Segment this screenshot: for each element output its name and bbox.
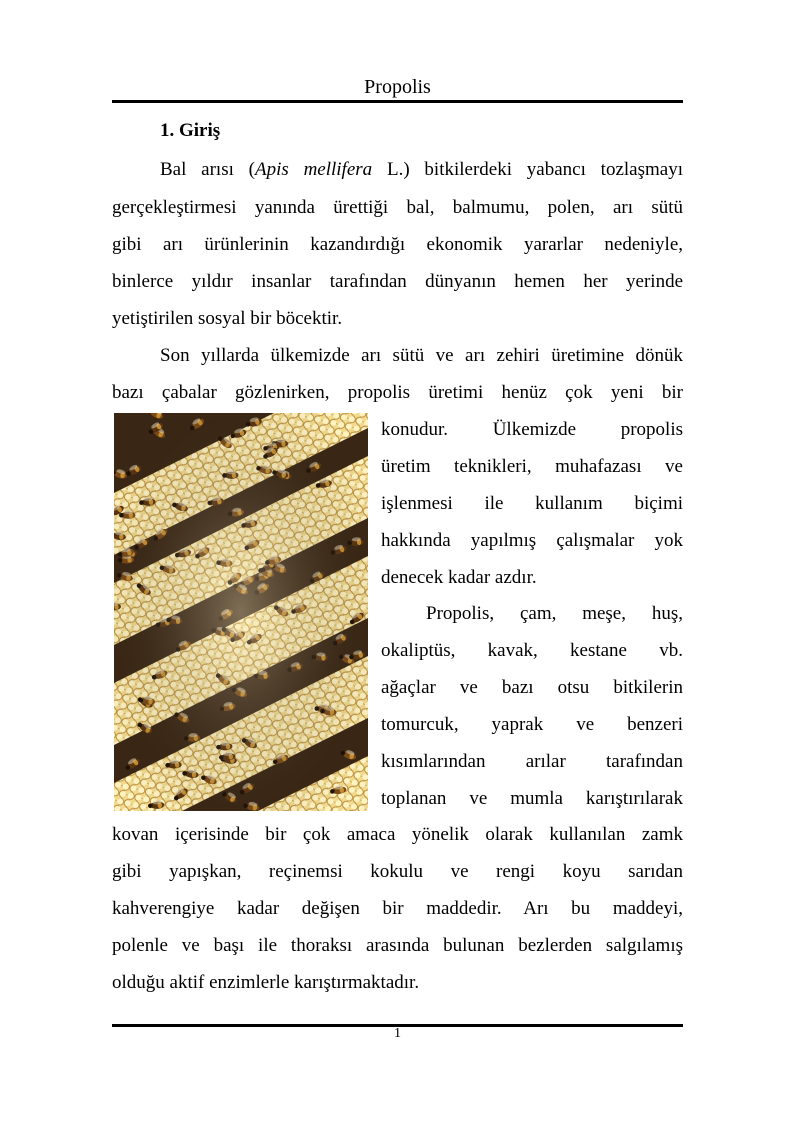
paragraph-2-line-3: konudur. Ülkemizde propolis [381, 419, 683, 440]
paragraph-3-line-10: polenle ve başı ile thoraksı arasında bulunan bezlerden salgılamış [112, 935, 683, 956]
page-number: 1 [394, 1026, 401, 1041]
paragraph-2-line-7: denecek kadar azdır. [381, 567, 537, 588]
section-heading: 1. Giriş [160, 120, 221, 141]
paragraph-3-line-8: gibi yapışkan, reçinemsi kokulu ve rengi koyu sarıdan [112, 861, 683, 882]
paragraph-2-line-6: hakkında yapılmış çalışmalar yok [381, 530, 683, 551]
paragraph-2-line-4: üretim teknikleri, muhafazası ve [381, 456, 683, 477]
paragraph-1-line-2: gerçekleştirmesi yanında ürettiği bal, balmumu, polen, arı sütü [112, 197, 683, 218]
paragraph-3-line-11: olduğu aktif enzimlerle karıştırmaktadır. [112, 972, 420, 993]
page-header-title: Propolis [364, 76, 431, 98]
paragraph-1-line-3: gibi arı ürünlerinin kazandırdığı ekonomik yararlar nedeniyle, [112, 234, 683, 255]
paragraph-3-line-3: ağaçlar ve bazı otsu bitkilerin [381, 677, 683, 698]
paragraph-3-line-4: tomurcuk, yaprak ve benzeri [381, 714, 683, 735]
paragraph-1-line-1: Bal arısı (Apis mellifera L.) bitkilerdeki yabancı tozlaşmayı [160, 159, 683, 180]
honeycomb-bees-photo [114, 413, 368, 811]
paragraph-3-line-7: kovan içerisinde bir çok amaca yönelik olarak kullanılan zamk [112, 824, 683, 845]
paragraph-3-line-6: toplanan ve mumla karıştırılarak [381, 788, 683, 809]
header-rule [112, 100, 683, 103]
paragraph-1-line-5: yetiştirilen sosyal bir böcektir. [112, 308, 343, 329]
paragraph-3-line-9: kahverengiye kadar değişen bir maddedir. Arı bu maddeyi, [112, 898, 683, 919]
paragraph-3-line-5: kısımlarından arılar tarafından [381, 751, 683, 772]
paragraph-3-line-2: okaliptüs, kavak, kestane vb. [381, 640, 683, 661]
paragraph-2-line-5: işlenmesi ile kullanım biçimi [381, 493, 683, 514]
paragraph-3-line-1: Propolis, çam, meşe, huş, [426, 603, 683, 624]
paragraph-2-line-2: bazı çabalar gözlenirken, propolis üretimi henüz çok yeni bir [112, 382, 683, 403]
paragraph-1-line-4: binlerce yıldır insanlar tarafından dünyanın hemen her yerinde [112, 271, 683, 292]
paragraph-2-line-1: Son yıllarda ülkemizde arı sütü ve arı zehiri üretimine dönük [160, 345, 683, 366]
